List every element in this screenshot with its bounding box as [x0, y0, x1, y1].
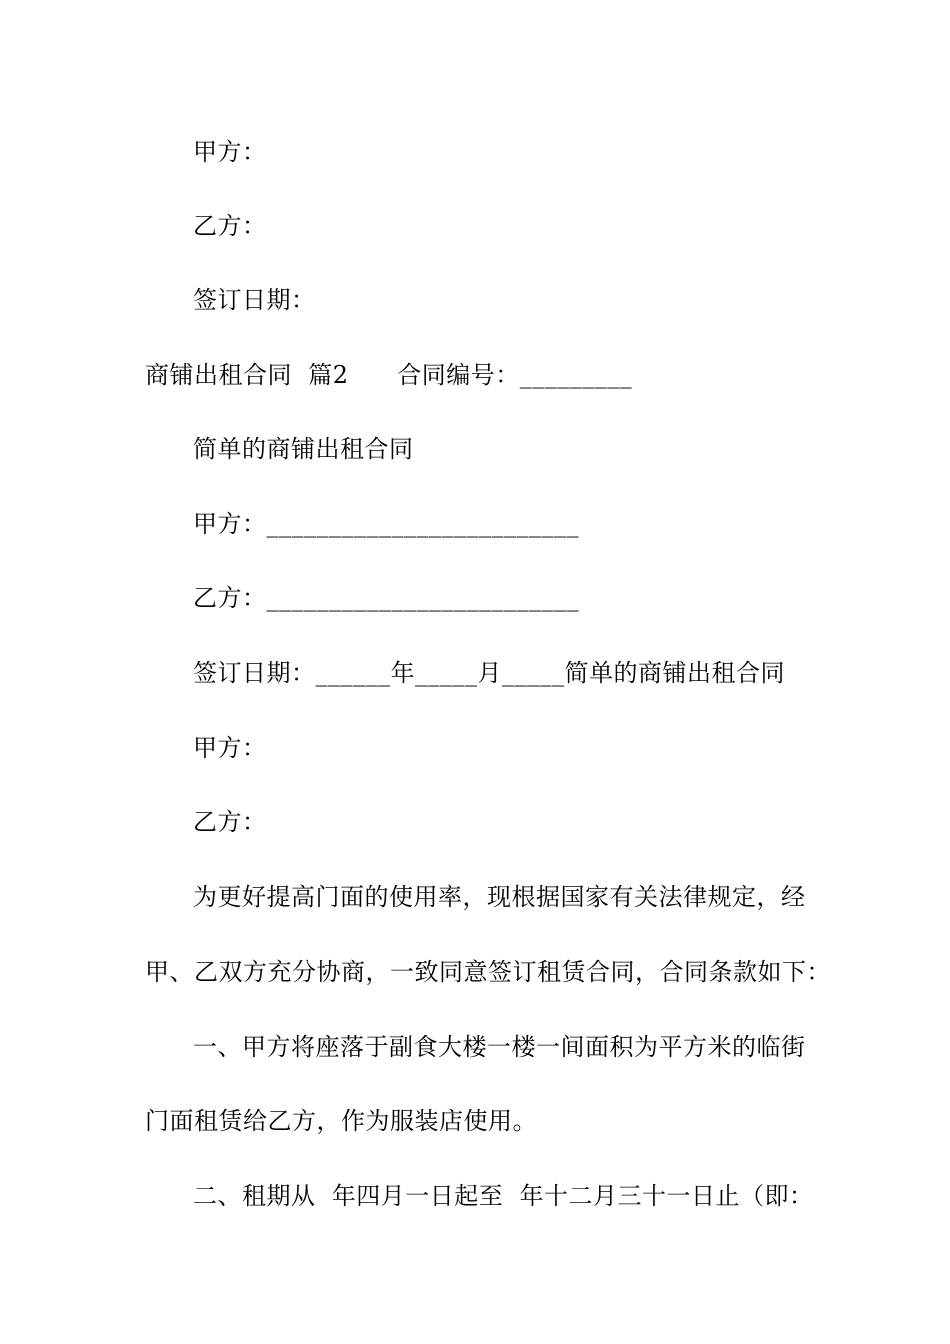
clause-2-line-1: 二、租期从 年四月一日起至 年十二月三十一日止（即：: [193, 1182, 814, 1210]
party-a-label-2: 甲方：: [193, 734, 267, 762]
contract-heading-line: 商铺出租合同 篇2 合同编号：_________: [145, 361, 633, 389]
paragraph-intro-2: 甲、乙双方充分协商，一致同意签订租赁合同，合同条款如下：: [145, 958, 831, 986]
signing-date-label: 签订日期：: [193, 286, 316, 314]
party-a-field: 甲方：_________________________: [193, 510, 579, 538]
clause-1-line-2: 门面租赁给乙方，作为服装店使用。: [145, 1107, 537, 1135]
clause-1-line-1: 一、甲方将座落于副食大楼一楼一间面积为平方米的临街: [193, 1033, 806, 1061]
signing-date-field: 签订日期：______年_____月_____简单的商铺出租合同: [193, 659, 785, 687]
paragraph-intro-1: 为更好提高门面的使用率，现根据国家有关法律规定，经: [193, 883, 806, 911]
party-a-label: 甲方：: [193, 138, 267, 166]
contract-subtitle: 简单的商铺出租合同: [193, 435, 414, 463]
party-b-label: 乙方：: [193, 212, 267, 240]
party-b-label-2: 乙方：: [193, 808, 267, 836]
party-b-field: 乙方：_________________________: [193, 584, 579, 612]
